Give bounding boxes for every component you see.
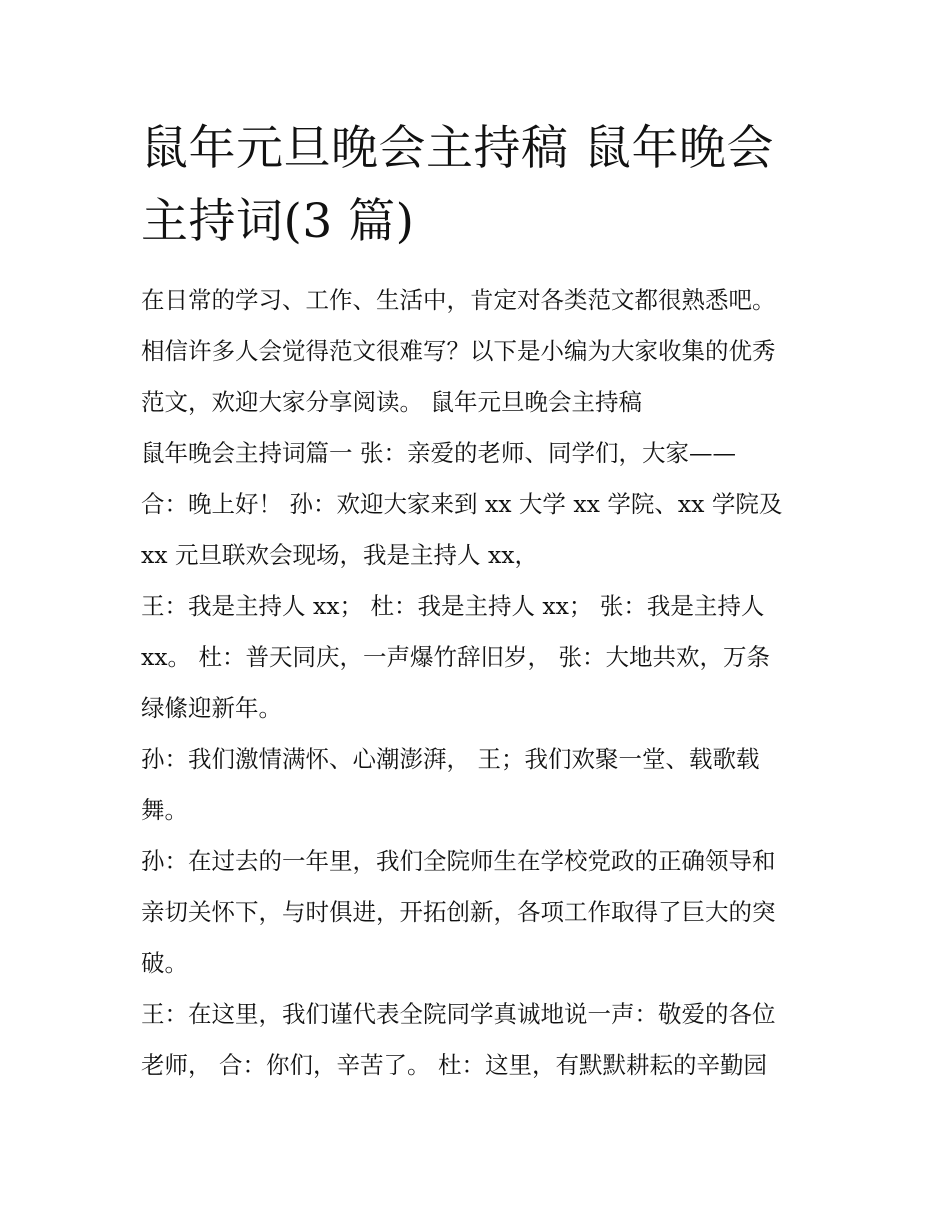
document-title [141, 112, 831, 258]
body-line: 范文，欢迎大家分享阅读。 鼠年元旦晚会主持稿 [141, 388, 642, 416]
body-line: 孙：我们激情满怀、心潮澎湃， 王；我们欢聚一堂、载歌载 [141, 745, 760, 773]
body-line: 王：我是主持人 xx； 杜：我是主持人 xx； 张：我是主持人 [141, 592, 765, 620]
document-body [141, 275, 841, 1091]
body-line: 老师， 合：你们，辛苦了。 杜：这里，有默默耕耘的辛勤园 [141, 1051, 767, 1079]
body-line: 王：在这里，我们谨代表全院同学真诚地说一声：敬爱的各位 [141, 1000, 776, 1028]
body-line: 亲切关怀下，与时俱进，开拓创新，各项工作取得了巨大的突 [141, 898, 776, 926]
title-line: 鼠年元旦晚会主持稿 鼠年晚会 [141, 121, 774, 176]
body-line: 相信许多人会觉得范文很难写？以下是小编为大家收集的优秀 [141, 337, 776, 365]
body-line: 绿絛迎新年。 [141, 694, 282, 722]
body-line: 鼠年晚会主持词篇一 张：亲爱的老师、同学们，大家—— [141, 439, 736, 467]
body-line: 舞。 [141, 796, 188, 824]
body-line: 在日常的学习、工作、生活中，肯定对各类范文都很熟悉吧。 [141, 286, 776, 314]
body-line: 合：晚上好！ 孙：欢迎大家来到 xx 大学 xx 学院、xx 学院及 [141, 490, 783, 518]
body-line: xx 元旦联欢会现场，我是主持人 xx， [141, 541, 538, 569]
body-line: 孙：在过去的一年里，我们全院师生在学校党政的正确领导和 [141, 847, 776, 875]
body-line: xx。 杜：普天同庆，一声爆竹辞旧岁， 张：大地共欢，万条 [141, 643, 770, 671]
body-line: 破。 [141, 949, 188, 977]
title-line: 主持词(3 篇) [141, 194, 415, 249]
